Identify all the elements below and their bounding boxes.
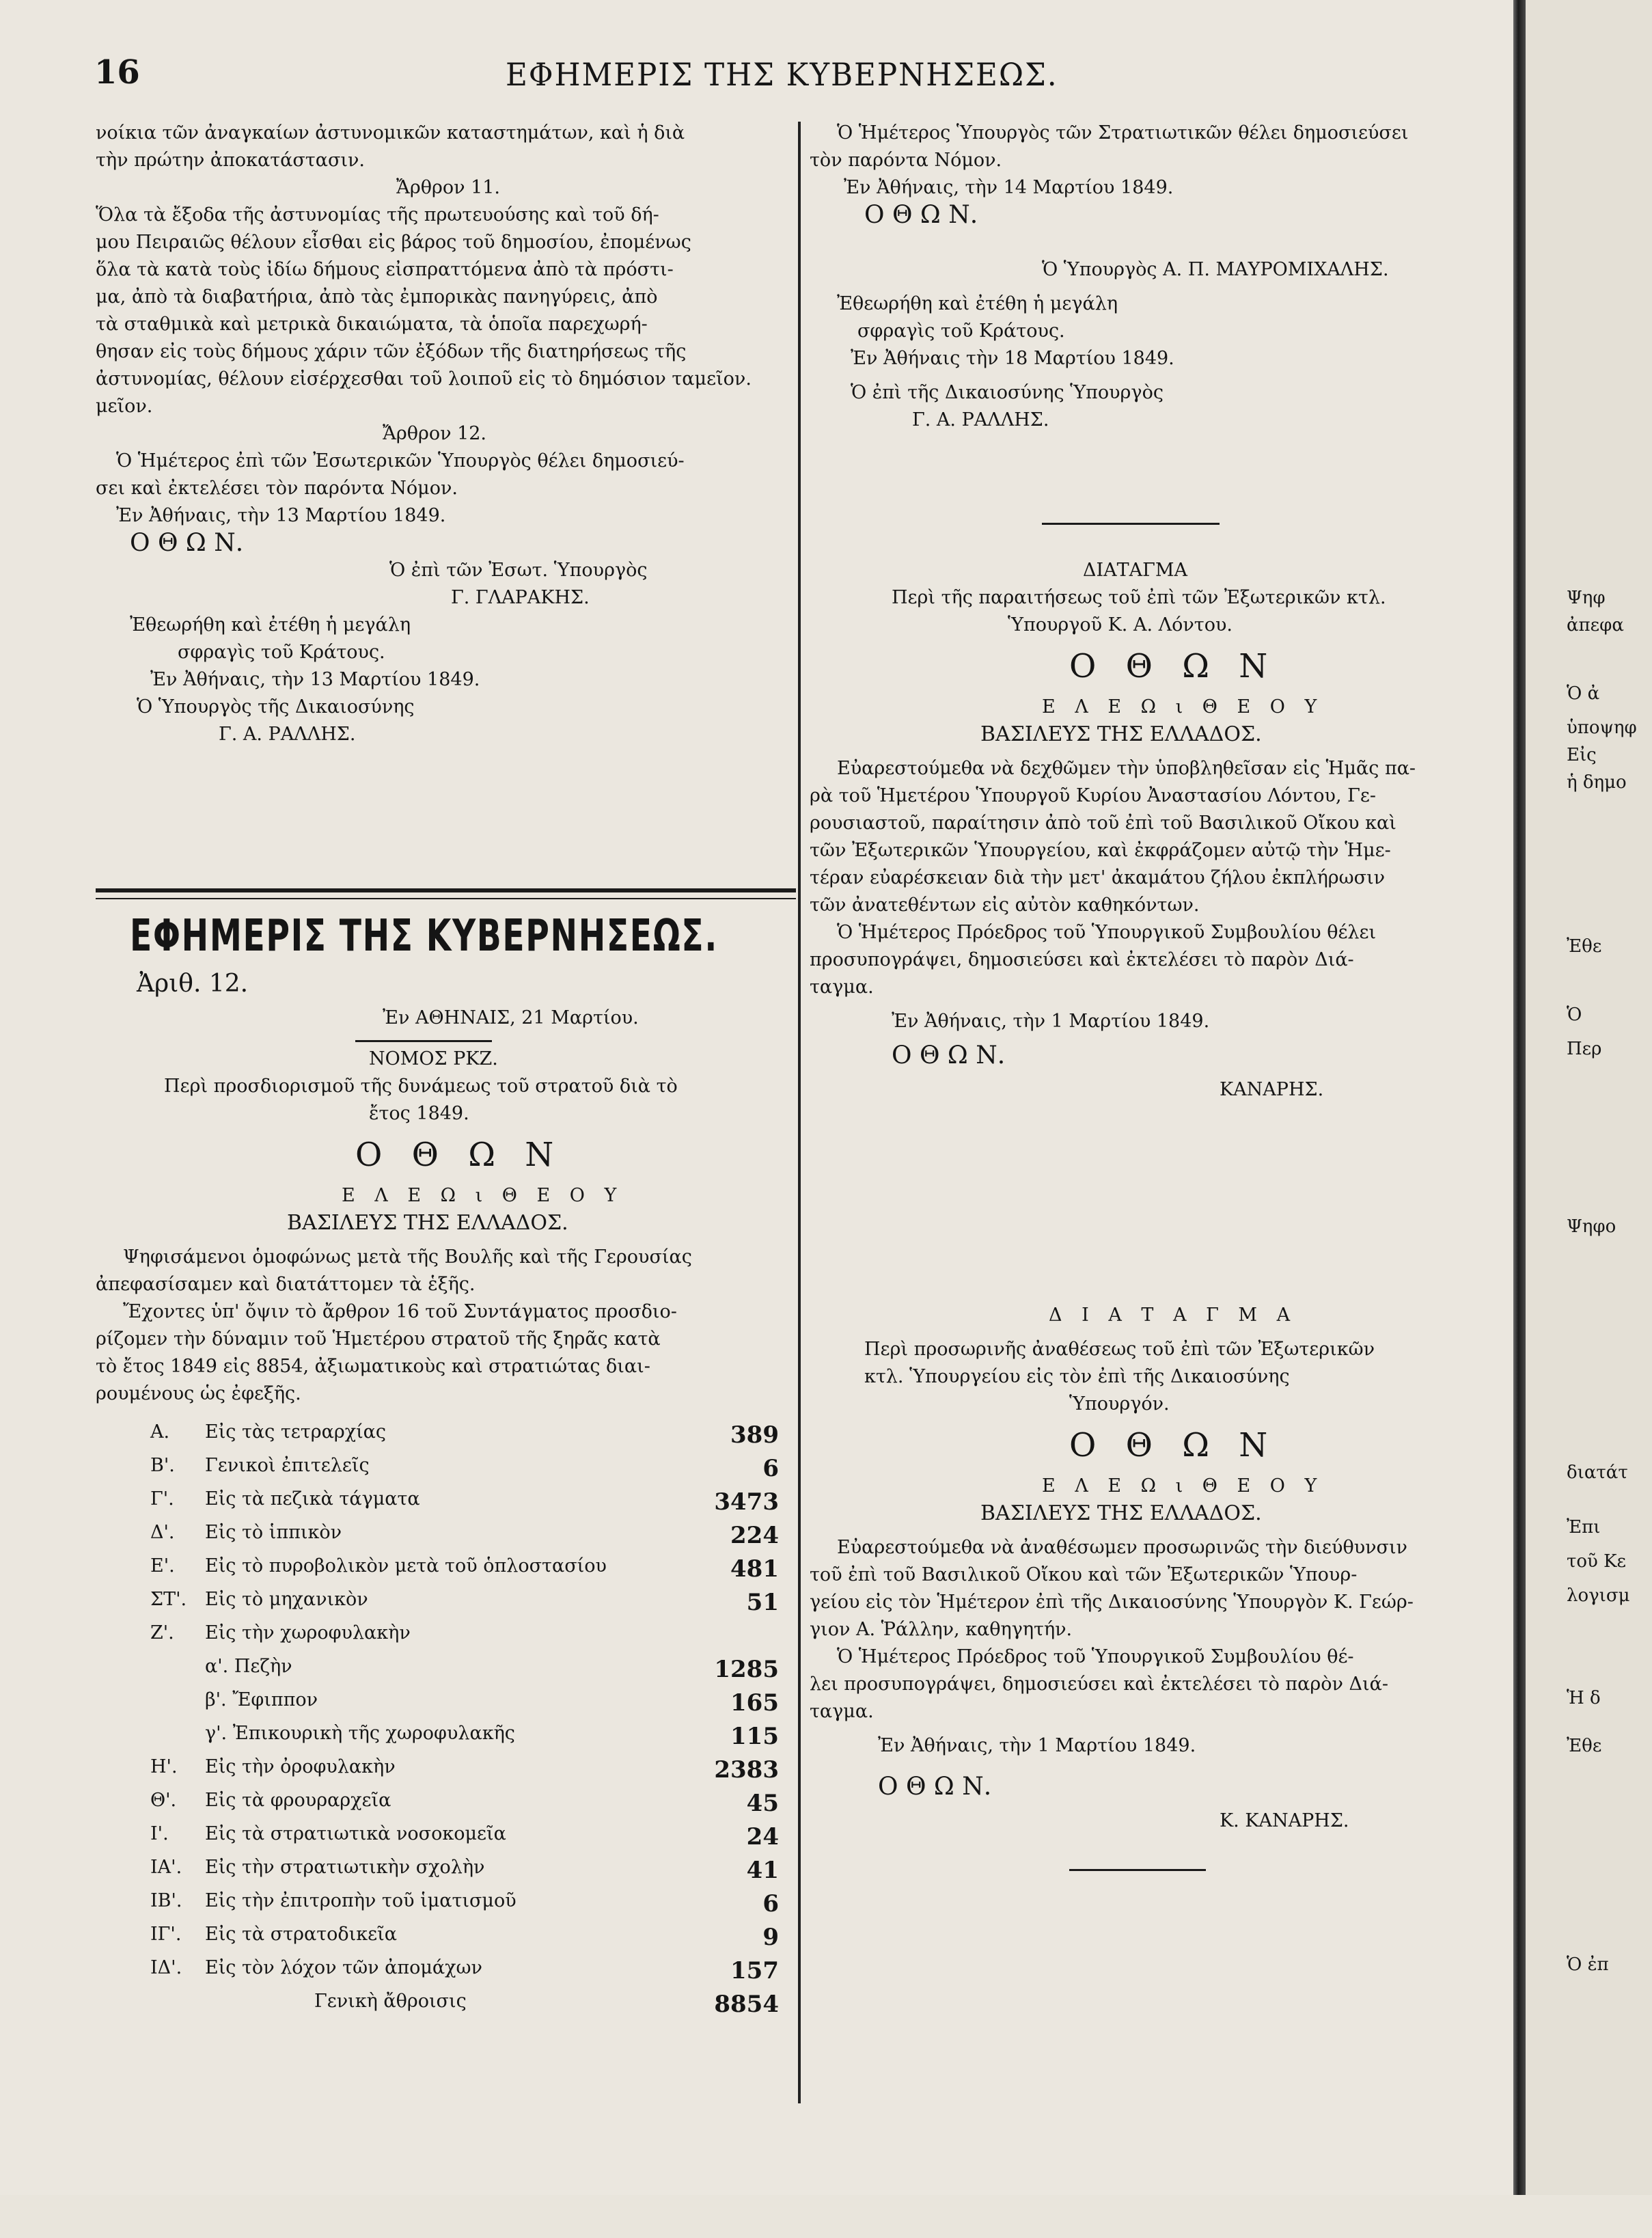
king-signature: Ο Θ Ω Ν. [864, 201, 978, 229]
row-label: Γενικὴ ἄθροισις [314, 1991, 467, 2012]
next-page-fragment: ἡ δημο [1567, 772, 1627, 793]
minister-signature: Ὁ Ὑπουργὸς Α. Π. ΜΑΥΡΟΜΙΧΑΛΗΣ. [1042, 259, 1389, 280]
row-letter: ΙΓ'. [150, 1924, 182, 1945]
row-letter: Η'. [150, 1756, 178, 1777]
text-line: ρίζομεν τὴν δύναμιν τοῦ Ἡμετέρου στρατοῦ τῆς ξηρᾶς κατὰ [96, 1328, 661, 1350]
king-title: ΒΑΣΙΛΕΥΣ ΤΗΣ ΕΛΛΑΔΟΣ. [980, 1501, 1262, 1525]
next-page-fragment: Εἰς [1567, 745, 1597, 765]
date-line: Ἐν Ἀθήναις, τὴν 13 Μαρτίου 1849. [116, 505, 446, 526]
row-letter: ΙΒ'. [150, 1890, 182, 1911]
row-label: Εἰς τὸ ἱππικὸν [205, 1522, 342, 1543]
text-line: νοίκια τῶν ἀναγκαίων ἀστυνομικῶν καταστημάτων, καὶ ἡ διὰ [96, 122, 685, 144]
next-page-fragment: Ὁ [1567, 1005, 1582, 1025]
row-value: 481 [730, 1555, 779, 1583]
text-line: θησαν εἰς τοὺς δήμους χάριν τῶν ἐξόδων τῆς διατηρήσεως τῆς [96, 341, 687, 362]
row-value: 3473 [714, 1488, 779, 1516]
row-label: Εἰς τὸ μηχανικὸν [205, 1589, 368, 1610]
row-label: γ'. Ἐπικουρικὴ τῆς χωροφυλακῆς [205, 1723, 515, 1744]
row-letter: ΙΔ'. [150, 1957, 182, 1978]
text-line: προσυπογράψει, δημοσιεύσει καὶ ἐκτελέσει τὸ παρὸν Διά- [810, 949, 1354, 970]
short-rule [1042, 523, 1220, 525]
table-row [96, 1555, 779, 1583]
row-letter: Θ'. [150, 1790, 177, 1811]
table-row [96, 1857, 779, 1884]
text-line: Ὁ Ἡμέτερος ἐπὶ τῶν Ἐσωτερικῶν Ὑπουργὸς θέλει δημοσιεύ- [116, 450, 685, 472]
row-letter: Δ'. [150, 1522, 175, 1543]
table-row [96, 1723, 779, 1750]
next-page-fragment: Ψηφ [1567, 588, 1606, 608]
row-label: Γενικοὶ ἐπιτελεῖς [205, 1455, 370, 1476]
text-line: τὴν πρώτην ἀποκατάστασιν. [96, 150, 365, 171]
table-row [96, 1924, 779, 1951]
text-line: γείου εἰς τὸν Ἡμέτερον ἐπὶ τῆς Δικαιοσύνης Ὑπουργὸν Κ. Γεώρ- [810, 1592, 1414, 1613]
row-value: 224 [730, 1522, 779, 1549]
row-value: 24 [746, 1823, 779, 1851]
table-row [96, 1890, 779, 1918]
next-page-fragment: λογισμ [1567, 1585, 1630, 1606]
date-line: Ἐν Ἀθήναις, τὴν 14 Μαρτίου 1849. [844, 177, 1174, 198]
row-letter: Ι'. [150, 1823, 169, 1844]
king-name: Ο Θ Ω Ν [1069, 1426, 1278, 1464]
text-line: ἀστυνομίας, θέλουν εἰσέρχεσθαι τοῦ λοιποῦ εἰς τὸ δημόσιον ταμεῖον. [96, 368, 752, 390]
king-title: ΒΑΣΙΛΕΥΣ ΤΗΣ ΕΛΛΑΔΟΣ. [287, 1211, 568, 1235]
text-line: ἀπεφασίσαμεν καὶ διατάττομεν τὰ ἑξῆς. [96, 1274, 476, 1295]
row-letter: Ε'. [150, 1555, 175, 1577]
text-line: σφραγὶς τοῦ Κράτους. [178, 642, 385, 663]
row-label: Εἰς τὰς τετραρχίας [205, 1421, 387, 1443]
row-letter: ΣΤ'. [150, 1589, 187, 1610]
table-row [96, 1689, 779, 1717]
column-divider [798, 122, 801, 2103]
issue-number: Ἀριθ. 12. [137, 970, 249, 998]
text-line: ὅλα τὰ κατὰ τοὺς ἰδίω δήμους εἰσπραττόμενα ἀπὸ τὰ πρόστι- [96, 259, 674, 280]
text-line: μα, ἀπὸ τὰ διαβατήρια, ἀπὸ τὰς ἐμπορικὰς πανηγύρεις, ἀπὸ [96, 286, 658, 308]
short-rule [1069, 1869, 1206, 1871]
row-value: 2383 [714, 1756, 779, 1784]
army-strength-table [96, 1421, 779, 2105]
text-line: σει καὶ ἐκτελέσει τὸν παρόντα Νόμον. [96, 478, 458, 499]
row-letter: ΙΑ'. [150, 1857, 182, 1878]
next-page-fragment: διατάτ [1567, 1462, 1628, 1483]
row-value: 6 [762, 1890, 779, 1918]
king-signature: Ο Θ Ω Ν. [878, 1773, 992, 1801]
decree-subject: Περὶ προσωρινῆς ἀναθέσεως τοῦ ἐπὶ τῶν Ἐξωτερικῶν [864, 1339, 1375, 1360]
adjacent-page-edge [1526, 0, 1652, 2195]
text-line: λει προσυπογράψει, δημοσιεύσει καὶ ἐκτελέσει τὸ παρὸν Διά- [810, 1674, 1388, 1695]
next-page-fragment: Ὁ ἐπ [1567, 1954, 1609, 1975]
decree-heading: Δ Ι Α Τ Α Γ Μ Α [1049, 1305, 1297, 1326]
row-value: 6 [762, 1455, 779, 1482]
row-label: Εἰς τὰ στρατοδικεῖα [205, 1924, 397, 1945]
row-letter: Ζ'. [150, 1622, 174, 1643]
date-line: Ἐν Ἀθήναις, τὴν 1 Μαρτίου 1849. [892, 1011, 1210, 1032]
section-divider [96, 888, 796, 899]
table-row [96, 1488, 779, 1516]
row-label: Εἰς τὰ στρατιωτικὰ νοσοκομεῖα [205, 1823, 506, 1844]
text-line: Ὁ Ἡμέτερος Πρόεδρος τοῦ Ὑπουργικοῦ Συμβουλίου θέλει [837, 922, 1377, 943]
text-line: Εὐαρεστούμεθα νὰ ἀναθέσωμεν προσωρινῶς τὴν διεύθυνσιν [837, 1537, 1407, 1558]
text-line: ρουσιαστοῦ, παραίτησιν ἀπὸ τοῦ ἐπὶ τοῦ Βασιλικοῦ Οἴκου καὶ [810, 813, 1396, 834]
row-letter: Γ'. [150, 1488, 174, 1510]
king-signature: Ο Θ Ω Ν. [130, 529, 244, 557]
right-column [810, 120, 1496, 2238]
table-row [96, 1455, 779, 1482]
text-line: Ἔχοντες ὑπ' ὄψιν τὸ ἄρθρον 16 τοῦ Συντάγματος προσδιο- [123, 1301, 677, 1322]
text-line: τὰ σταθμικὰ καὶ μετρικὰ δικαιώματα, τὰ ὁποῖα παρεχωρή- [96, 314, 648, 335]
text-line: Ὅλα τὰ ἔξοδα τῆς ἀστυνομίας τῆς πρωτευούσης καὶ τοῦ δή- [96, 204, 659, 226]
minister-name: Γ. ΓΛΑΡΑΚΗΣ. [451, 587, 590, 608]
minister-name: Κ. ΚΑΝΑΡΗΣ. [1220, 1810, 1349, 1831]
row-label: Εἰς τὴν χωροφυλακὴν [205, 1622, 411, 1643]
table-row [96, 1957, 779, 1984]
king-name: Ο Θ Ω Ν [1069, 647, 1278, 685]
text-line: γιον Α. Ῥάλλην, καθηγητήν. [810, 1619, 1073, 1640]
row-label: Εἰς τὴν ἐπιτροπὴν τοῦ ἱματισμοῦ [205, 1890, 517, 1911]
text-line: τὸν παρόντα Νόμον. [810, 150, 1002, 171]
row-letter: Α. [150, 1421, 170, 1443]
next-page-fragment: Ψηφο [1567, 1216, 1616, 1237]
text-line: τέραν εὐαρέσκειαν διὰ τὴν μετ' ἀκαμάτου ζήλου ἐκπλήρωσιν [810, 867, 1386, 888]
date-line: Ἐν Ἀθήναις τὴν 18 Μαρτίου 1849. [851, 348, 1174, 369]
text-line: ρουμένους ὡς ἐφεξῆς. [96, 1383, 301, 1404]
table-row [96, 1991, 779, 2018]
row-label: Εἰς τὸ πυροβολικὸν μετὰ τοῦ ὁπλοστασίου [205, 1555, 607, 1577]
grace-line: Ε Λ Ε Ω ι Θ Ε Ο Υ [342, 1185, 624, 1206]
row-label: Εἰς τὴν ὀροφυλακὴν [205, 1756, 396, 1777]
table-row [96, 1823, 779, 1851]
king-signature: Ο Θ Ω Ν. [892, 1041, 1006, 1069]
decree-subject: Ὑπουργοῦ Κ. Α. Λόντου. [1008, 614, 1233, 636]
law-subject: Περὶ προσδιορισμοῦ τῆς δυνάμεως τοῦ στρατοῦ διὰ τὸ [164, 1076, 678, 1097]
next-page-fragment: τοῦ Κε [1567, 1551, 1627, 1572]
row-value: 8854 [714, 1991, 779, 2018]
text-line: τῶν ἀνατεθέντων εἰς αὐτὸν καθηκόντων. [810, 895, 1200, 916]
row-label: Εἰς τὰ πεζικὰ τάγματα [205, 1488, 420, 1510]
table-row [96, 1589, 779, 1616]
text-line: σφραγὶς τοῦ Κράτους. [857, 320, 1065, 342]
law-subject: ἔτος 1849. [369, 1103, 469, 1124]
row-value: 165 [730, 1689, 779, 1717]
minister-title: Ὁ Ὑπουργὸς τῆς Δικαιοσύνης [137, 696, 415, 718]
table-row [96, 1756, 779, 1784]
decree-heading: ΔΙΑΤΑΓΜΑ [1083, 560, 1188, 581]
row-label: β'. Ἔφιππον [205, 1689, 318, 1710]
row-label: Εἰς τὴν στρατιωτικὴν σχολὴν [205, 1857, 485, 1878]
text-line: τῶν Ἐξωτερικῶν Ὑπουργείου, καὶ ἐκφράζομεν αὐτῷ τὴν Ἡμε- [810, 840, 1391, 861]
row-value: 45 [746, 1790, 779, 1817]
article-heading: Ἄρθρον 11. [396, 177, 501, 198]
text-line: ρὰ τοῦ Ἡμετέρου Ὑπουργοῦ Κυρίου Ἀναστασίου Λόντου, Γε- [810, 785, 1376, 806]
grace-line: Ε Λ Ε Ω ι Θ Ε Ο Υ [1042, 1475, 1324, 1497]
next-page-fragment: ὑποψηφ [1567, 718, 1637, 738]
text-line: μου Πειραιῶς θέλουν εἶσθαι εἰς βάρος τοῦ δημοσίου, ἐπομένως [96, 232, 691, 253]
text-line: τοῦ ἐπὶ τοῦ Βασιλικοῦ Οἴκου καὶ τῶν Ἐξωτερικῶν Ὑπουρ- [810, 1564, 1358, 1585]
law-heading: ΝΟΜΟΣ ΡΚΖ. [369, 1048, 498, 1069]
text-line: Ψηφισάμενοι ὁμοφώνως μετὰ τῆς Βουλῆς καὶ τῆς Γερουσίας [123, 1246, 692, 1268]
text-line: Ὁ Ἡμέτερος Ὑπουργὸς τῶν Στρατιωτικῶν θέλει δημοσιεύσει [837, 122, 1409, 144]
row-value: 157 [730, 1957, 779, 1984]
page-number: 16 [94, 53, 140, 92]
row-value: 1285 [714, 1656, 779, 1683]
short-rule [355, 1040, 492, 1042]
text-line: Εὐαρεστούμεθα νὰ δεχθῶμεν τὴν ὑποβληθεῖσαν εἰς Ἡμᾶς πα- [837, 758, 1416, 779]
row-label: Εἰς τὰ φρουραρχεῖα [205, 1790, 391, 1811]
table-row [96, 1790, 779, 1817]
date-line: Ἐν Ἀθήναις, τὴν 1 Μαρτίου 1849. [878, 1735, 1196, 1756]
table-row [96, 1522, 779, 1549]
text-line: ταγμα. [810, 977, 874, 998]
text-line: μεῖον. [96, 396, 153, 417]
next-page-fragment: Ἡ δ [1567, 1688, 1601, 1708]
row-letter: Β'. [150, 1455, 175, 1476]
grace-line: Ε Λ Ε Ω ι Θ Ε Ο Υ [1042, 696, 1324, 718]
text-line: τὸ ἔτος 1849 εἰς 8854, ἀξιωματικοὺς καὶ στρατιώτας διαι- [96, 1356, 650, 1377]
law-section [96, 909, 793, 2139]
text-line: Ὁ Ἡμέτερος Πρόεδρος τοῦ Ὑπουργικοῦ Συμβουλίου θέ- [837, 1646, 1354, 1667]
minister-title: Ὁ ἐπὶ τῆς Δικαιοσύνης Ὑπουργὸς [851, 382, 1164, 403]
row-label: α'. Πεζὴν [205, 1656, 292, 1677]
minister-name: Γ. Α. ΡΑΛΛΗΣ. [912, 409, 1049, 431]
row-value: 41 [746, 1857, 779, 1884]
masthead-title: ΕΦΗΜΕΡΙΣ ΤΗΣ ΚΥΒΕΡΝΗΣΕΩΣ. [130, 911, 718, 961]
table-row [96, 1622, 779, 1650]
king-title: ΒΑΣΙΛΕΥΣ ΤΗΣ ΕΛΛΑΔΟΣ. [980, 722, 1262, 746]
decree-subject: κτλ. Ὑπουργείου εἰς τὸν ἐπὶ τῆς Δικαιοσύνης [864, 1366, 1290, 1387]
next-page-fragment: Ἐπι [1567, 1517, 1601, 1538]
article-heading: Ἄρθρον 12. [383, 423, 487, 444]
decree-subject: Ὑπουργόν. [1069, 1393, 1170, 1415]
king-name: Ο Θ Ω Ν [355, 1136, 564, 1174]
text-line: Ἐθεωρήθη καὶ ἐτέθη ἡ μεγάλη [130, 614, 411, 636]
row-value: 115 [730, 1723, 779, 1750]
dateline: Ἐν ΑΘΗΝΑΙΣ, 21 Μαρτίου. [383, 1007, 639, 1028]
next-page-fragment: Ἐθε [1567, 1736, 1602, 1756]
table-row [96, 1421, 779, 1449]
decree-subject: Περὶ τῆς παραιτήσεως τοῦ ἐπὶ τῶν Ἐξωτερικῶν κτλ. [892, 587, 1386, 608]
next-page-fragment: Ὁ ἀ [1567, 683, 1600, 704]
next-page-fragment: Περ [1567, 1039, 1602, 1059]
minister-name: Γ. Α. ΡΑΛΛΗΣ. [219, 724, 356, 745]
minister-name: ΚΑΝΑΡΗΣ. [1220, 1079, 1324, 1100]
next-page-fragment: Ἐθε [1567, 936, 1602, 957]
running-title: ΕΦΗΜΕΡΙΣ ΤΗΣ ΚΥΒΕΡΝΗΣΕΩΣ. [506, 56, 1058, 93]
text-line: Ἐθεωρήθη καὶ ἐτέθη ἡ μεγάλη [837, 293, 1118, 314]
table-row [96, 1656, 779, 1683]
row-value: 51 [746, 1589, 779, 1616]
date-line: Ἐν Ἀθήναις, τὴν 13 Μαρτίου 1849. [150, 669, 480, 690]
binding-gutter [1513, 0, 1526, 2195]
text-line: ταγμα. [810, 1701, 874, 1722]
minister-title: Ὁ ἐπὶ τῶν Ἐσωτ. Ὑπουργὸς [389, 560, 648, 581]
row-value: 389 [730, 1421, 779, 1449]
row-value: 9 [762, 1924, 779, 1951]
next-page-fragment: ἀπεφα [1567, 615, 1624, 636]
row-label: Εἰς τὸν λόχον τῶν ἀπομάχων [205, 1957, 482, 1978]
